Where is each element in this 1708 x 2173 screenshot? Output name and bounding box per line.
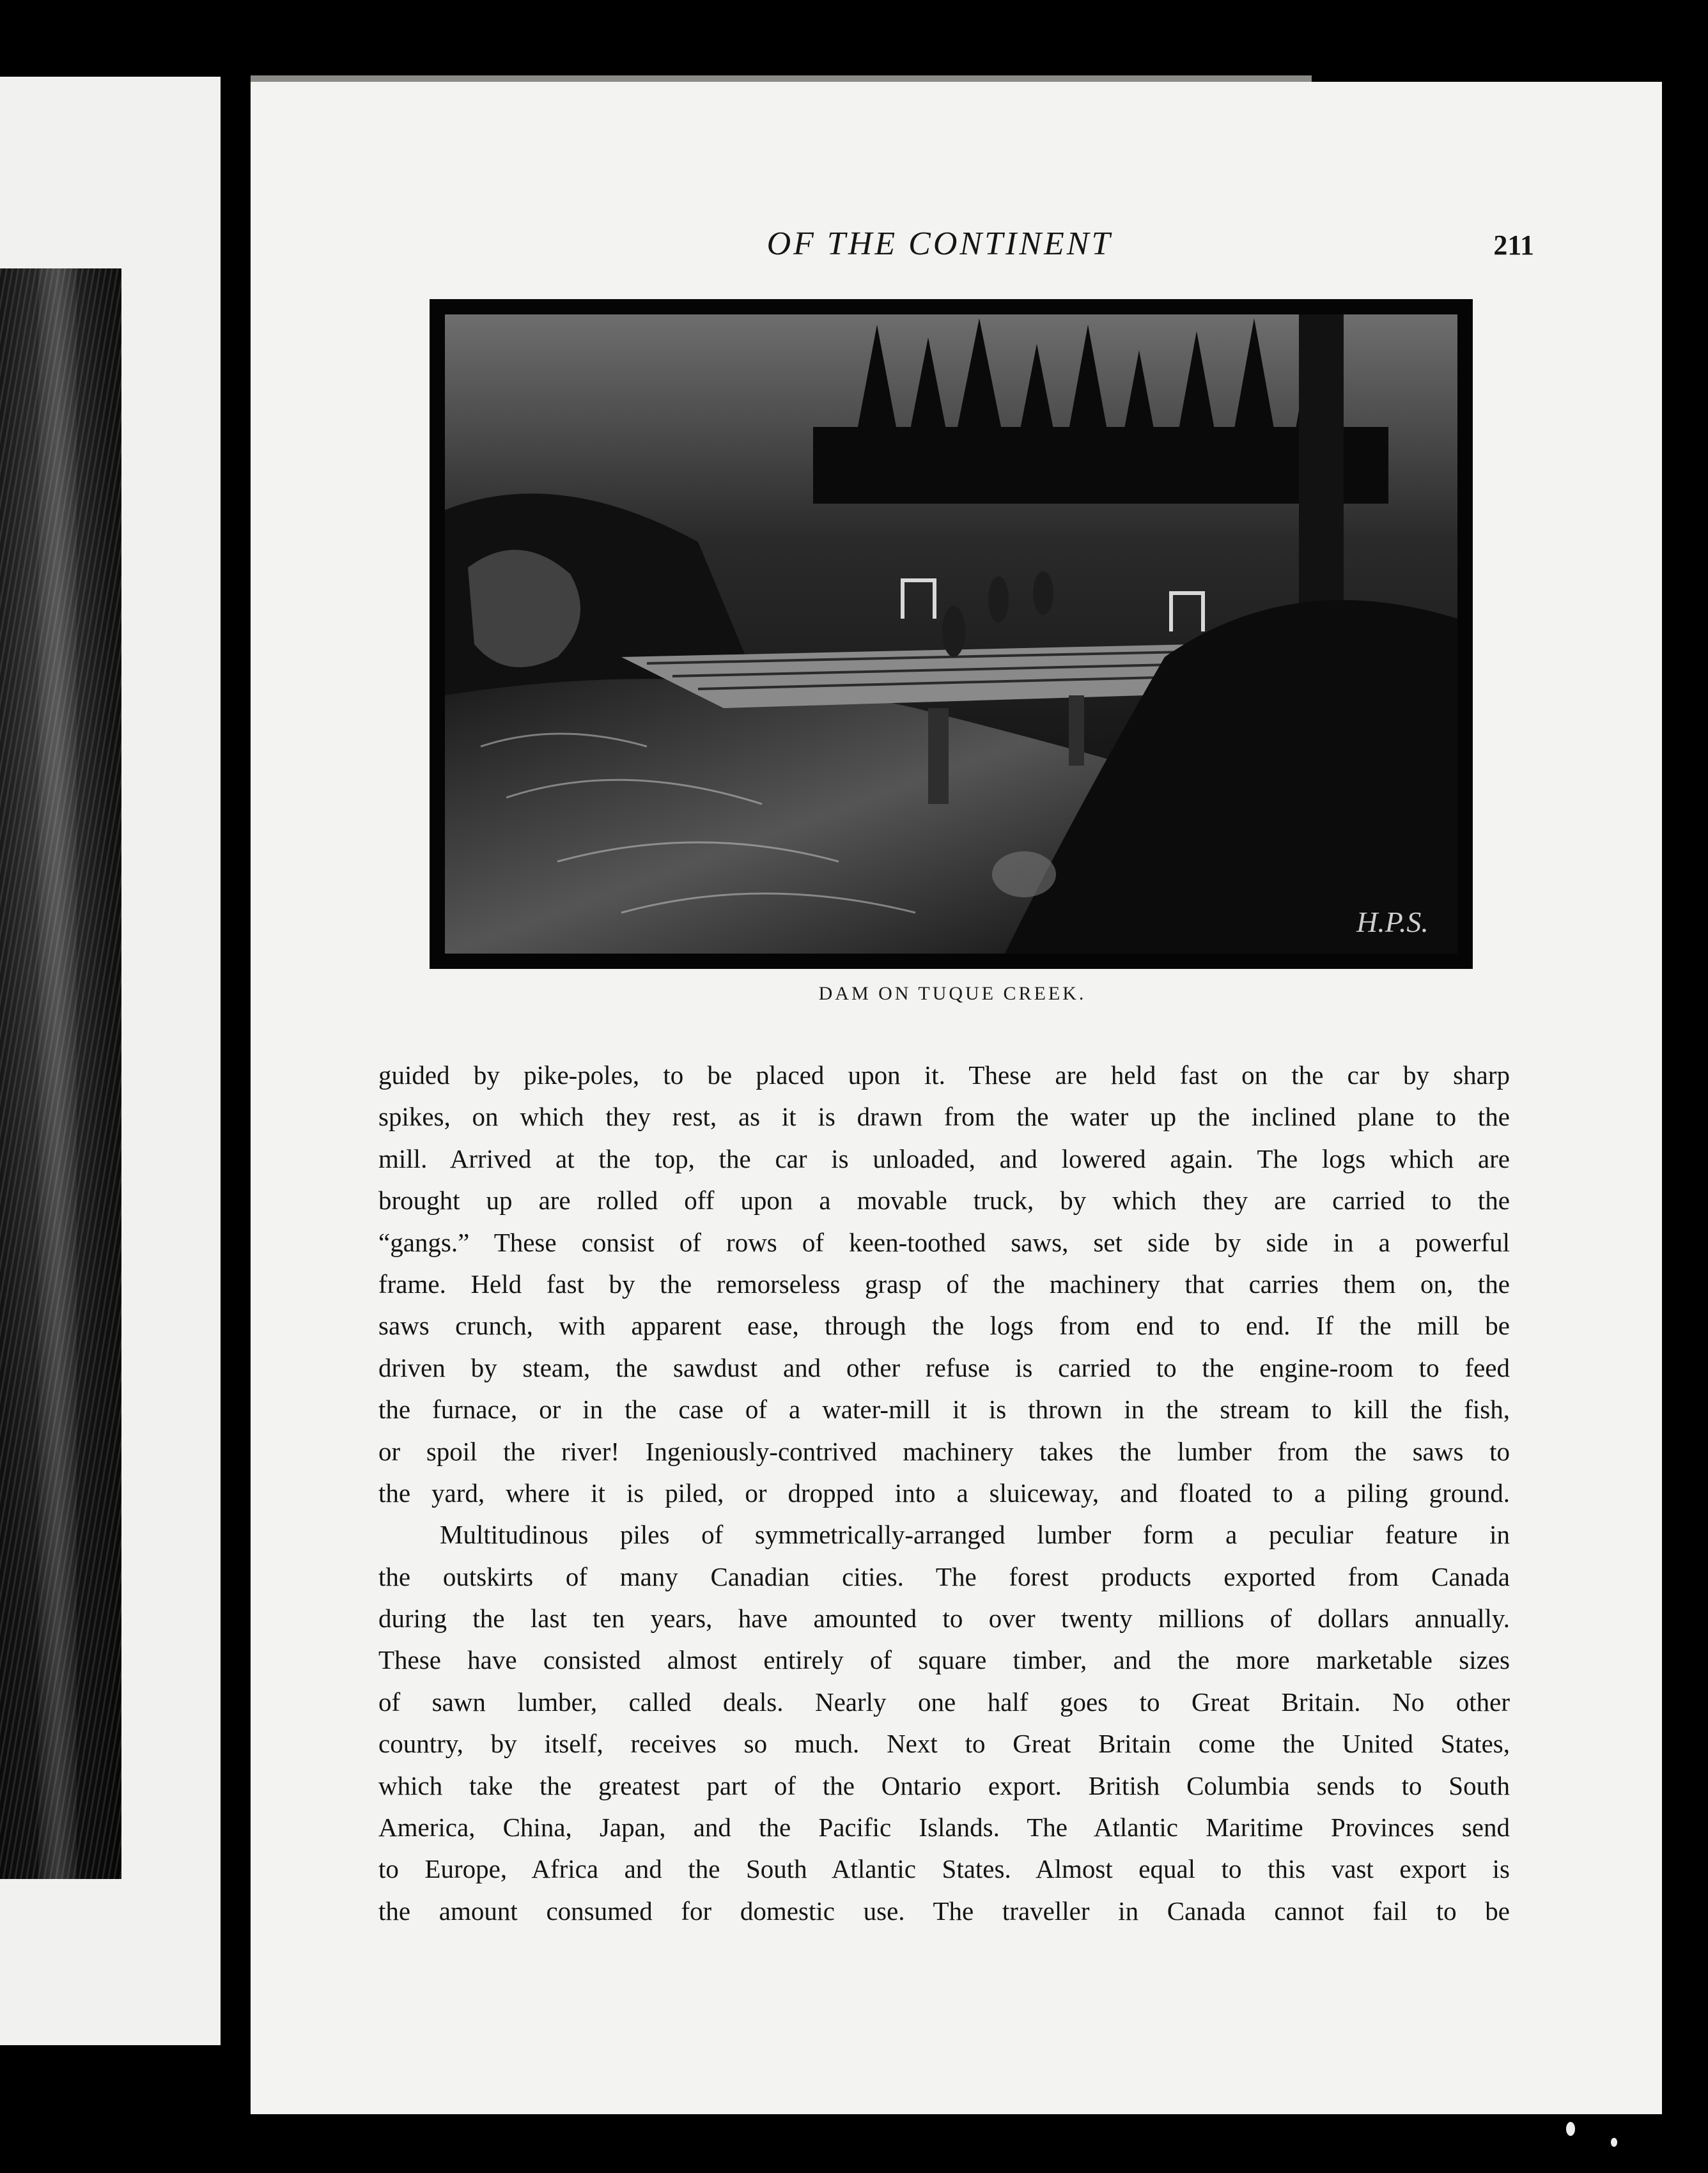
text-line: saws crunch, with apparent ease, through the logs from end to end. If the mill be — [378, 1311, 1510, 1341]
text-line: to Europe, Africa and the South Atlantic States. Almost equal to this vast export is — [378, 1854, 1510, 1884]
text-line: the outskirts of many Canadian cities. The forest products exported from Canada — [378, 1561, 1510, 1591]
dam-post — [928, 708, 949, 804]
text-line: These have consisted almost entirely of square timber, and the more marketable sizes — [378, 1645, 1510, 1675]
left-page-engraving — [0, 268, 121, 1879]
text-line: country, by itself, receives so much. Next to Great Britain come the United States, — [378, 1729, 1510, 1759]
text-line: the amount consumed for domestic use. The traveller in Canada cannot fail to be — [378, 1896, 1510, 1926]
rocks — [992, 851, 1056, 897]
text-line: or spoil the river! Ingeniously-contrived machinery takes the lumber from the saws to — [378, 1436, 1510, 1466]
dam-post — [1069, 695, 1084, 766]
text-line: mill. Arrived at the top, the car is unloaded, and lowered again. The logs which are — [378, 1143, 1510, 1173]
text-line: the yard, where it is piled, or dropped into a sluiceway, and floated to a piling ground. — [378, 1478, 1510, 1508]
text-line: of sawn lumber, called deals. Nearly one half goes to Great Britain. No other — [378, 1687, 1510, 1717]
text-line: brought up are rolled off upon a movable truck, by which they are carried to the — [378, 1186, 1510, 1216]
illustration-dam-on-tuque-creek — [430, 299, 1473, 969]
illustration-caption: DAM ON TUQUE CREEK. — [818, 983, 1087, 1004]
body-text — [378, 1055, 1510, 1932]
text-line: frame. Held fast by the remorseless grasp of the machinery that carries them on, the — [378, 1269, 1510, 1299]
page-number: 211 — [1493, 229, 1534, 261]
running-head: OF THE CONTINENT — [766, 226, 1113, 262]
text-line: the furnace, or in the case of a water-mill it is thrown in the stream to kill the fish, — [378, 1395, 1510, 1425]
text-line: which take the greatest part of the Ontario export. British Columbia sends to South — [378, 1770, 1510, 1800]
text-line: “gangs.” These consist of rows of keen-toothed saws, set side by side in a powerful — [378, 1227, 1510, 1257]
scan-speck — [1566, 2122, 1575, 2136]
text-line: spikes, on which they rest, as it is drawn from the water up the inclined plane to the — [378, 1102, 1510, 1132]
paragraph-start-line: Multitudinous piles of symmetrically-arranged lumber form a peculiar feature in — [440, 1520, 1510, 1550]
left-page — [0, 77, 221, 2045]
scan-speck — [1611, 2138, 1617, 2147]
text-line: guided by pike-poles, to be placed upon it. These are held fast on the car by sharp — [378, 1060, 1510, 1090]
engraving — [430, 299, 1473, 969]
text-line: during the last ten years, have amounted to over twenty millions of dollars annually. — [378, 1604, 1510, 1634]
text-line: America, China, Japan, and the Pacific Islands. The Atlantic Maritime Provinces send — [378, 1813, 1510, 1843]
text-line: driven by steam, the sawdust and other refuse is carried to the engine-room to feed — [378, 1352, 1510, 1382]
artist-signature: H.P.S. — [1356, 906, 1429, 938]
